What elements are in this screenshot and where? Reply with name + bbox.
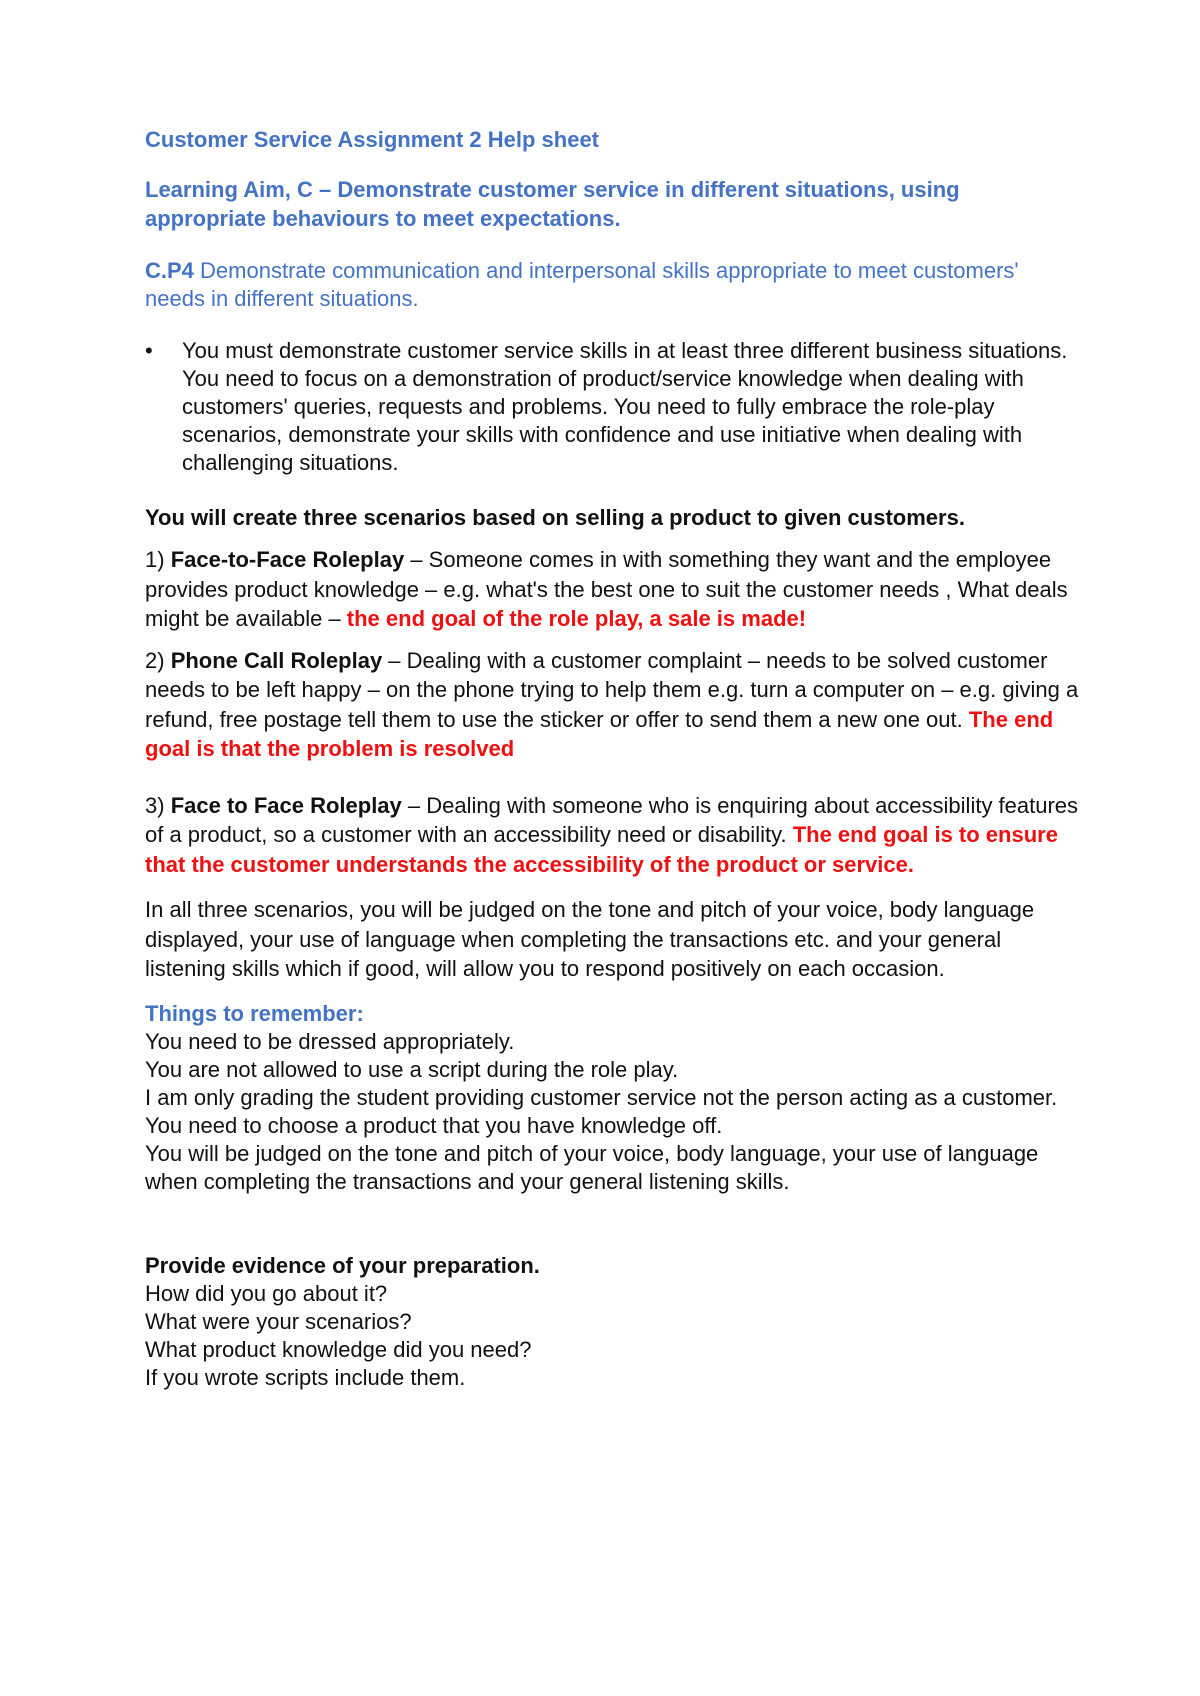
things-to-remember [145,1000,1080,1196]
scenario-number: 3) [145,792,171,818]
scenarios-heading: You will create three scenarios based on selling a product to given customers. [145,505,965,530]
evidence-question: What product knowledge did you need? [145,1336,532,1362]
evidence-question: How did you go about it? [145,1280,388,1306]
evidence-question: If you wrote scripts include them. [145,1364,466,1390]
scenario-number: 2) [145,647,171,673]
evidence-heading: Provide evidence of your preparation. [145,1252,540,1278]
evidence-section [145,1252,1080,1392]
scenario-goal: the end goal of the role play, a sale is made! [346,606,807,631]
scenario-2 [145,646,1080,764]
criterion-code: C.P4 [145,258,194,283]
scenario-description: – Dealing with a customer complaint – needs to be solved customer needs to be left happy – on the phone trying to help them e.g. turn a computer on – e.g. giving a refund, free postage tell them to use the sticker or offer to send them a new one out. [145,647,1079,732]
requirement-bullet [145,337,1080,477]
scenario-name: Phone Call Roleplay [170,647,383,673]
remember-heading: Things to remember: [145,1000,364,1026]
judging-paragraph: In all three scenarios, you will be judged on the tone and pitch of your voice, body language displayed, your use of language when completing the transactions etc. and your general listening skills which if good, will allow you to respond positively on each occasion. [145,897,1035,981]
scenario-goal: The end goal is to ensure that the customer understands the accessibility of the product or service. [145,822,1058,877]
scenario-description: – Dealing with someone who is enquiring about accessibility features of a product, so a customer with an accessibility need or disability. [145,792,1079,847]
scenario-goal: The end goal is that the problem is resolved [145,706,1054,761]
remember-item: You need to choose a product that you have knowledge off. [145,1112,723,1138]
bullet-dot: • [145,338,153,363]
criterion-text: Demonstrate communication and interpersonal skills appropriate to meet customers' needs in different situations. [145,258,1019,311]
scenario-1 [145,545,1080,634]
scenario-name: Face to Face Roleplay [170,792,402,818]
remember-item: You will be judged on the tone and pitch of your voice, body language, your use of language when completing the transactions and your general listening skills. [145,1140,1039,1194]
document-title: Customer Service Assignment 2 Help sheet [145,127,600,152]
remember-item: I am only grading the student providing customer service not the person acting as a customer. [145,1084,1058,1110]
scenario-name: Face-to-Face Roleplay [170,547,405,572]
scenario-3 [145,791,1080,880]
scenario-description: – Someone comes in with something they want and the employee provides product knowledge – e.g. what's the best one to suit the customer needs , What deals might be available – [145,547,1068,631]
remember-item: You are not allowed to use a script during the role play. [145,1056,679,1082]
remember-item: You need to be dressed appropriately. [145,1028,515,1054]
evidence-question: What were your scenarios? [145,1308,412,1334]
bullet-text: You must demonstrate customer service skills in at least three different business situations. You need to focus on a demonstration of product/service knowledge when dealing with customers' queries, requests and problems. You need to fully embrace the role-play scenarios, demonstrate your skills with confidence and use initiative when dealing with challenging situations. [182,338,1068,475]
criterion [145,257,1080,313]
scenario-number: 1) [145,547,171,572]
learning-aim: Learning Aim, C – Demonstrate customer service in different situations, using appropriate behaviours to meet expectations. [145,177,960,231]
